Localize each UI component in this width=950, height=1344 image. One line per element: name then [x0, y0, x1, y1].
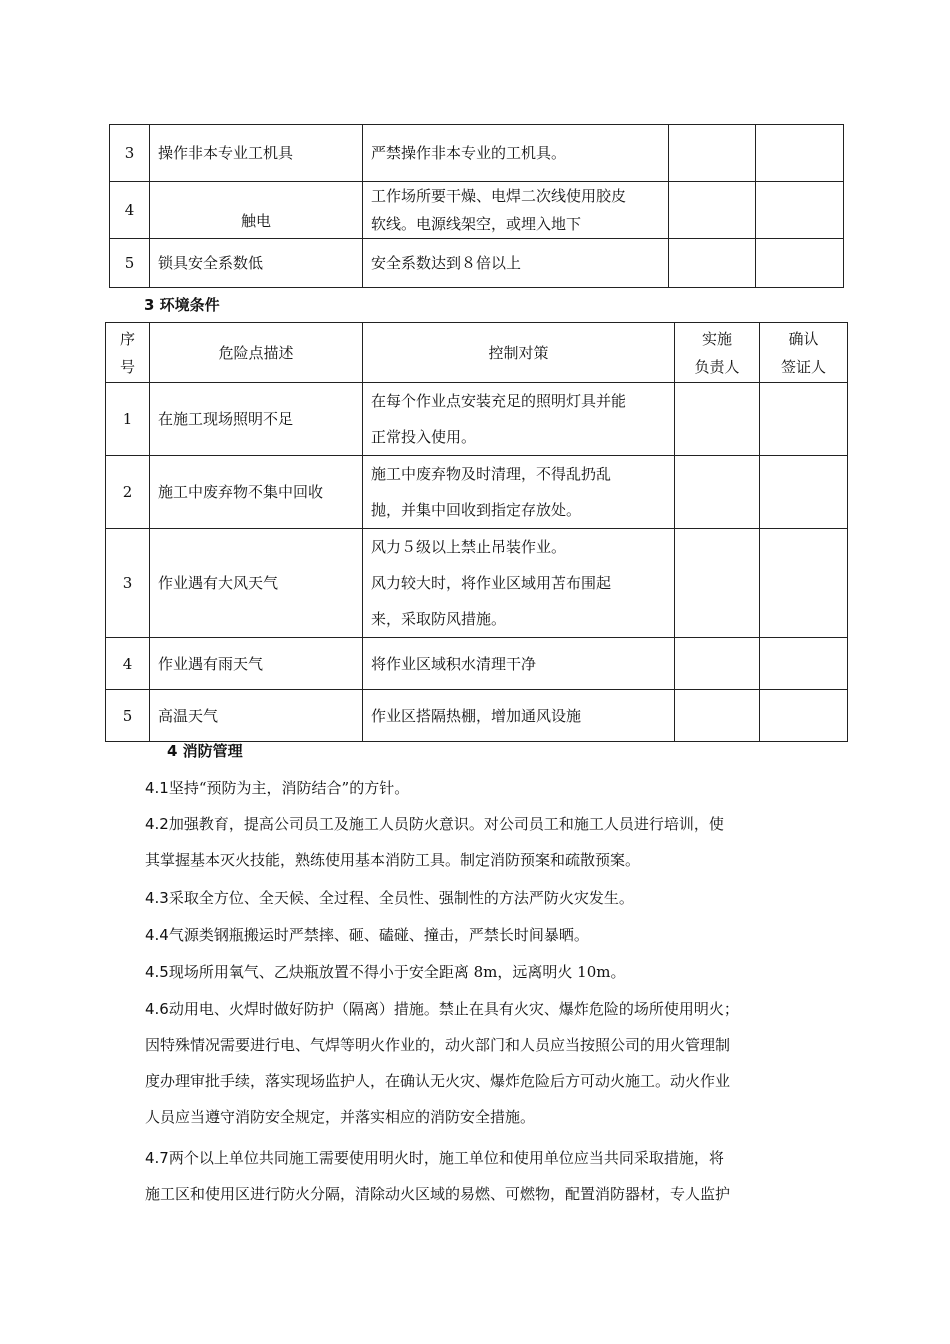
row-number: 1 — [106, 383, 150, 456]
hazard-description: 在施工现场照明不足 — [150, 383, 363, 456]
row-number: 3 — [106, 529, 150, 638]
paragraph-line: 坚持“预防为主，消防结合”的方针。 — [168, 779, 410, 797]
paragraph-number: 4.2 — [145, 815, 169, 833]
control-measure — [363, 383, 675, 456]
hazard-description: 作业遇有雨天气 — [150, 638, 363, 690]
responsible-cell — [675, 383, 760, 456]
header-confirm — [760, 323, 848, 383]
paragraph-number: 4.1 — [145, 779, 169, 797]
control-measure — [363, 239, 669, 288]
control-measure — [363, 638, 675, 690]
hazard-description: 高温天气 — [150, 690, 363, 742]
measure-line: 工作场所要干燥、电焊二次线使用胶皮 — [371, 187, 627, 205]
measure-line: 抛，并集中回收到指定存放处。 — [371, 501, 582, 519]
table-row — [106, 690, 848, 742]
paragraph-number: 4.7 — [145, 1149, 169, 1167]
paragraph-line: 动用电、火焊时做好防护（隔离）措施。禁止在具有火灾、爆炸危险的场所使用明火； — [168, 1000, 739, 1018]
responsible-cell — [675, 690, 760, 742]
header-hazard: 危险点描述 — [150, 323, 363, 383]
table-header-row — [106, 323, 848, 383]
confirm-cell — [760, 690, 848, 742]
measure-line: 作业区搭隔热棚，增加通风设施 — [371, 706, 582, 725]
confirm-cell — [760, 638, 848, 690]
section-heading: 4 消防管理 — [167, 742, 243, 760]
paragraph-4-6 — [145, 991, 825, 1135]
hazard-description: 操作非本专业工机具 — [150, 125, 363, 182]
control-measure — [363, 182, 669, 239]
confirm-cell — [756, 239, 844, 288]
header-line: 签证人 — [780, 357, 826, 376]
confirm-cell — [760, 383, 848, 456]
paragraph-line: 其掌握基本灭火技能，熟练使用基本消防工具。制定消防预案和疏散预案。 — [145, 851, 641, 869]
measure-line: 来，采取防风措施。 — [371, 610, 507, 628]
paragraph-number: 4.3 — [145, 889, 169, 907]
measure-line: 在每个作业点安装充足的照明灯具并能 — [371, 392, 627, 410]
environment-hazard-table — [105, 322, 848, 742]
header-line: 号 — [119, 357, 135, 376]
paragraph-line: 因特殊情况需要进行电、气焊等明火作业的，动火部门和人员应当按照公司的用火管理制 — [145, 1036, 731, 1054]
table-row — [110, 125, 844, 182]
row-number: 4 — [110, 182, 150, 239]
measure-line: 风力５级以上禁止吊装作业。 — [371, 538, 567, 556]
table-row — [106, 456, 848, 529]
responsible-cell — [675, 529, 760, 638]
paragraph-line: 两个以上单位共同施工需要使用明火时，施工单位和使用单位应当共同采取措施，将 — [168, 1149, 724, 1167]
hazard-description: 施工中废弃物不集中回收 — [150, 456, 363, 529]
paragraph-number: 4.4 — [145, 926, 169, 944]
paragraph-4-2 — [145, 806, 825, 878]
header-responsible — [675, 323, 760, 383]
control-measure — [363, 456, 675, 529]
responsible-cell — [675, 456, 760, 529]
header-line: 负责人 — [694, 357, 740, 376]
header-line: 确认 — [788, 329, 819, 348]
section-heading: 3 环境条件 — [144, 296, 220, 314]
measure-line: 施工中废弃物及时清理，不得乱扔乱 — [371, 465, 612, 483]
table-row — [110, 182, 844, 239]
paragraph-line: 采取全方位、全天候、全过程、全员性、强制性的方法严防火灾发生。 — [168, 889, 634, 907]
hazard-description: 触电 — [150, 182, 363, 239]
confirm-cell — [756, 182, 844, 239]
row-number: 5 — [106, 690, 150, 742]
table-row — [106, 638, 848, 690]
hazard-description: 锁具安全系数低 — [150, 239, 363, 288]
paragraph-4-3 — [145, 880, 825, 916]
paragraph-4-7 — [145, 1140, 825, 1212]
paragraph-line: 施工区和使用区进行防火分隔，清除动火区域的易燃、可燃物，配置消防器材，专人监护 — [145, 1185, 731, 1203]
header-number — [106, 323, 150, 383]
responsible-cell — [669, 239, 756, 288]
control-measure — [363, 529, 675, 638]
paragraph-line: 气源类钢瓶搬运时严禁摔、砸、磕碰、撞击，严禁长时间暴晒。 — [168, 926, 589, 944]
measure-line: 安全系数达到８倍以上 — [371, 254, 522, 272]
responsible-cell — [669, 125, 756, 182]
paragraph-number: 4.5 — [145, 963, 169, 981]
confirm-cell — [760, 529, 848, 638]
confirm-cell — [756, 125, 844, 182]
control-measure — [363, 125, 669, 182]
paragraph-4-5 — [145, 954, 825, 990]
paragraph-4-4 — [145, 917, 825, 953]
row-number: 5 — [110, 239, 150, 288]
row-number: 2 — [106, 456, 150, 529]
measure-line: 严禁操作非本专业的工机具。 — [371, 144, 567, 162]
header-line: 实施 — [701, 329, 732, 348]
responsible-cell — [675, 638, 760, 690]
paragraph-4-1 — [145, 770, 825, 806]
paragraph-line: 度办理审批手续，落实现场监护人，在确认无火灾、爆炸危险后方可动火施工。动火作业 — [145, 1072, 731, 1090]
measure-line: 风力较大时，将作业区域用苫布围起 — [371, 574, 612, 592]
measure-line: 将作业区域积水清理干净 — [371, 654, 537, 673]
paragraph-line: 人员应当遵守消防安全规定，并落实相应的消防安全措施。 — [145, 1108, 536, 1126]
paragraph-line: 现场所用氧气、乙炔瓶放置不得小于安全距离 8m，远离明火 10m。 — [168, 963, 626, 981]
measure-line: 正常投入使用。 — [371, 428, 477, 446]
table-row — [106, 383, 848, 456]
paragraph-number: 4.6 — [145, 1000, 169, 1018]
hazard-table-continued — [109, 124, 844, 288]
paragraph-line: 加强教育，提高公司员工及施工人员防火意识。对公司员工和施工人员进行培训，使 — [168, 815, 724, 833]
control-measure — [363, 690, 675, 742]
row-number: 4 — [106, 638, 150, 690]
hazard-description: 作业遇有大风天气 — [150, 529, 363, 638]
table-row — [110, 239, 844, 288]
measure-line: 软线。电源线架空，或埋入地下 — [371, 215, 582, 233]
header-measure: 控制对策 — [363, 323, 675, 383]
header-line: 序 — [119, 329, 135, 348]
responsible-cell — [669, 182, 756, 239]
row-number: 3 — [110, 125, 150, 182]
confirm-cell — [760, 456, 848, 529]
table-row — [106, 529, 848, 638]
